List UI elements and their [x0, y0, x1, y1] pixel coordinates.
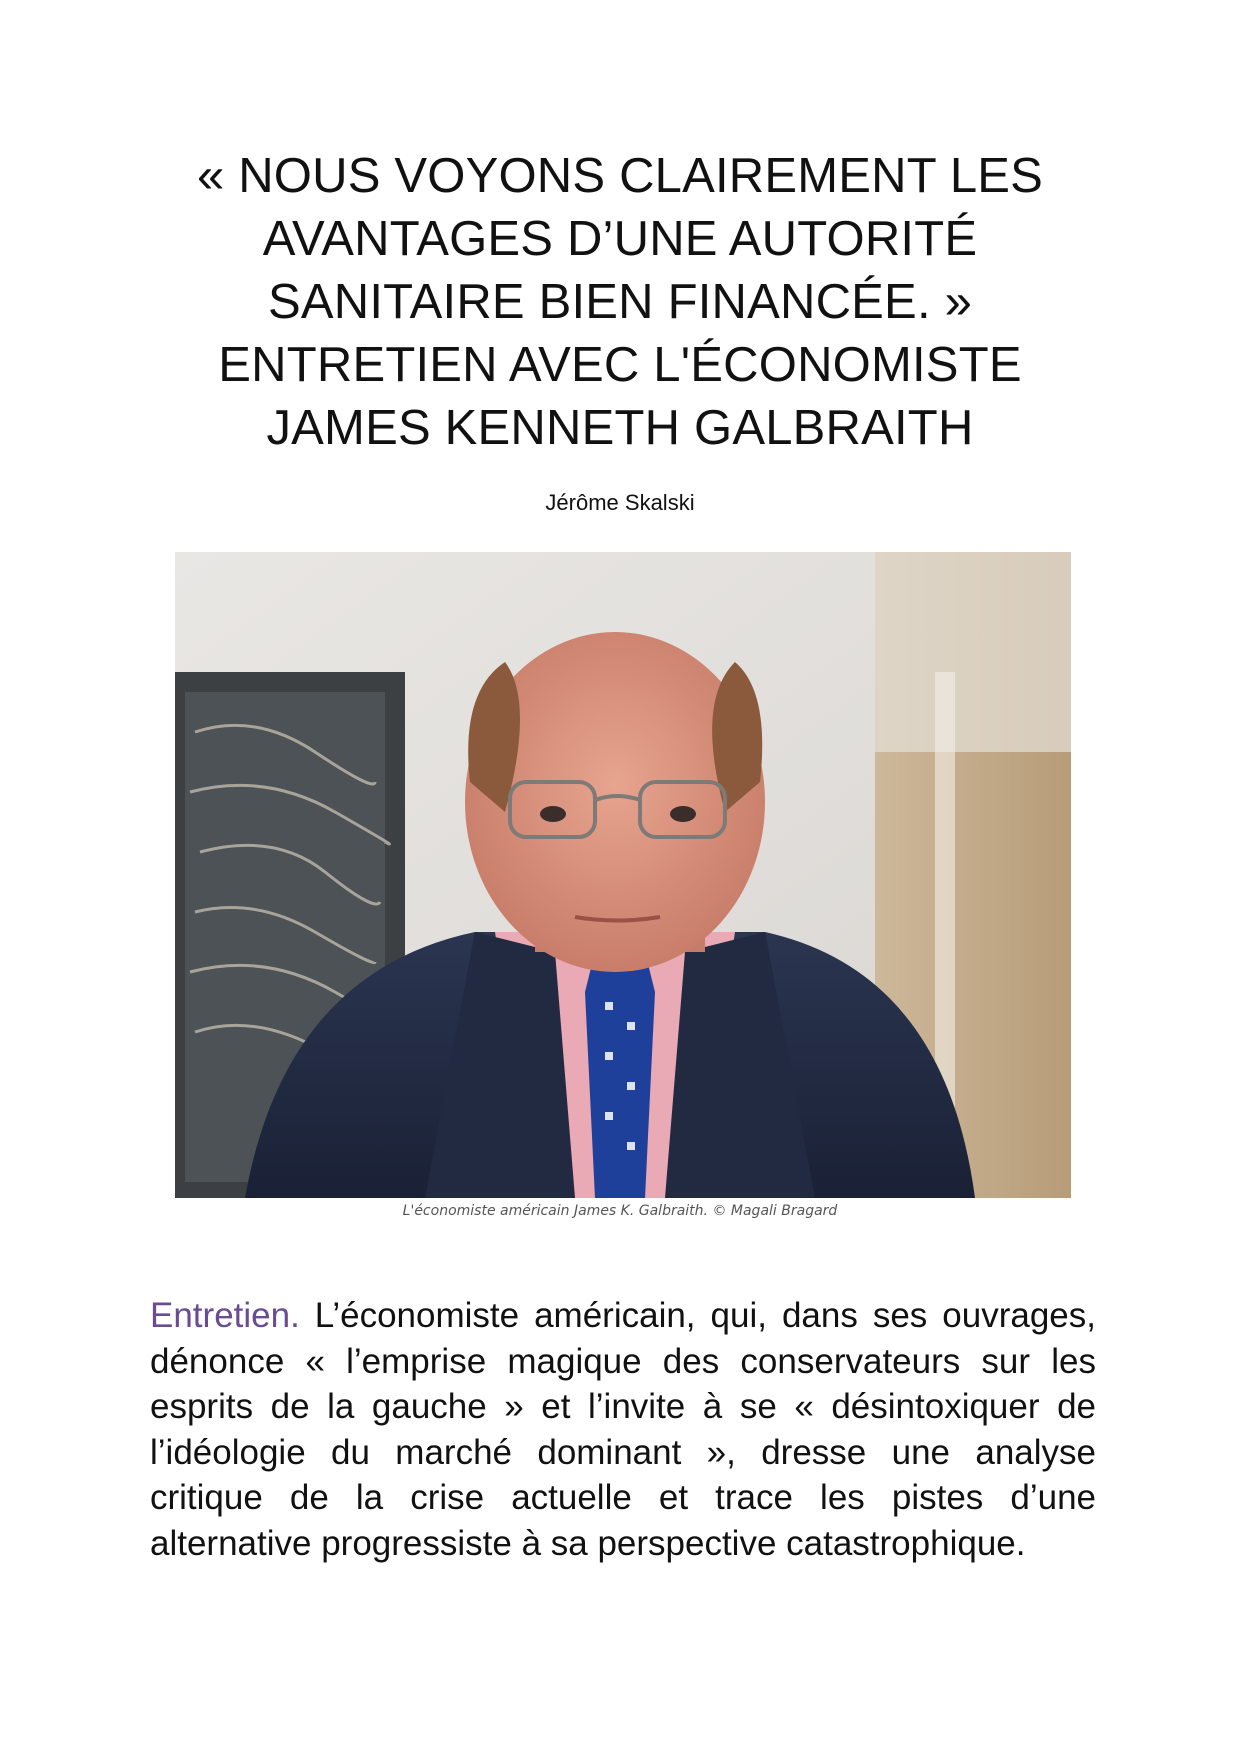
article-lede: [150, 1293, 1096, 1566]
title-line-5: JAMES KENNETH GALBRAITH: [266, 401, 974, 455]
lede-text: L’économiste américain, qui, dans ses ouvrages, dénonce « l’emprise magique des conservateurs sur les esprits de la gauche » et l’invite à se « désintoxiquer de l’idéologie du marché dominant », dresse une analyse critique de la crise actuelle et trace les pistes d’une alternative progressiste à sa perspective catastrophique.: [150, 1296, 1096, 1563]
title-line-4: ENTRETIEN AVEC L'ÉCONOMISTE: [218, 338, 1022, 392]
lede-kicker: Entretien.: [150, 1296, 300, 1335]
title-line-1: « NOUS VOYONS CLAIREMENT LES: [196, 149, 1044, 203]
photo-caption: L'économiste américain James K. Galbraith. © Magali Bragard: [402, 1203, 838, 1219]
author-byline: Jérôme Skalski: [545, 490, 695, 515]
title-line-2: AVANTAGES D’UNE AUTORITÉ: [262, 212, 978, 266]
article-title: [120, 145, 1120, 460]
title-line-3: SANITAIRE BIEN FINANCÉE. »: [267, 275, 973, 329]
portrait-photo: [175, 552, 1071, 1198]
